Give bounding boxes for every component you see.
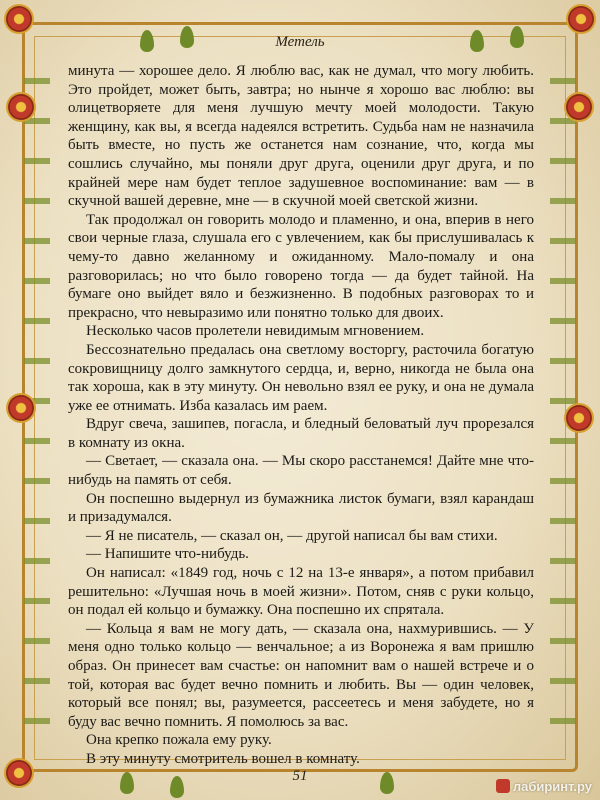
rosette-icon	[8, 94, 34, 120]
paragraph: Бессознательно предалась она светлому восторгу, расточила богатую сокровищницу долго замкнутого сердца, и, верно, никогда не была она так хороша, как в эту минуту. Он невольно взял ее руку, и она не думала уже ее отнимать. Изба казалась им раем.	[68, 341, 534, 414]
paragraph: — Я не писатель, — сказал он, — другой написал бы вам стихи.	[86, 527, 498, 544]
running-header: Метель	[275, 34, 325, 50]
body-text	[68, 62, 534, 769]
labirint-logo-icon	[496, 779, 510, 793]
paragraph: Так продолжал он говорить молодо и пламенно, и она, вперив в него свои черные глаза, слушала его с увлечением, как бы прислушивалась к чему-то давно желанному и ожиданному. Мало-помалу и она разговорилась; но что было говорено тогда — да будет тайной. На бумаге оно выйдет вяло и безжизненно. В подобных разговорах то и прекрасно, что невыразимо или понятно только для двоих.	[68, 211, 534, 321]
watermark	[496, 779, 592, 794]
paragraph: Она крепко пожала ему руку.	[86, 732, 272, 749]
paragraph: Несколько часов пролетели невидимым мгновением.	[86, 323, 425, 340]
rosette-icon	[6, 6, 32, 32]
paragraph: — Напишите что-нибудь.	[86, 546, 249, 563]
paragraph: Вдруг свеча, зашипев, погасла, и бледный беловатый луч прорезался в комнату из окна.	[68, 416, 534, 451]
paragraph: — Кольца я вам не могу дать, — сказала она, нахмурившись. — У меня одно только кольцо — венчальное; а из Воронежа я вам пришлю образ. Он принесет вам счастье: он напомнит вам о нашей встрече и о той, которая вас будет вечно помнить и любить. Вы — один человек, который все понял; вы, разумеется, рассеетесь и меня забудете, но я буду вас вечно помнить. Я помолюсь за вас.	[68, 620, 534, 730]
rosette-icon	[8, 395, 34, 421]
vine-right-icon	[550, 60, 576, 750]
paragraph: минута — хорошее дело. Я люблю вас, как не думал, что могу любить. Это пройдет, может быть, завтра; но нынче я хорошо вас люблю: вы олицетворяете для меня лучшую мечту моей молодости. Такую женщину, как вы, я всегда надеялся встретить. Судьба нам не назначила быть вместе, но пусть же останется нам сознание, что, когда мы сошлись случайно, мы поняли друг друга, оценили друг друга, и по крайней мере нам будет теплое задушевное воспоминание: вам — в скучной вашей деревне, мне — в скучной моей светской жизни.	[68, 63, 534, 210]
watermark-text: лабиринт.ру	[512, 779, 592, 794]
rosette-icon	[566, 94, 592, 120]
paragraph: Он поспешно выдернул из бумажника листок бумаги, взял карандаш и призадумался.	[68, 490, 534, 526]
paragraph: В эту минуту смотритель вошел в комнату.	[86, 750, 360, 767]
rosette-icon	[566, 405, 592, 431]
paragraph: Он написал: «1849 год, ночь с 12 на 13-е января», а потом прибавил решительно: «Лучшая ночь в моей жизни». Потом, сняв с руки кольцо, он подал ей кольцо и бумажку. Она поспешно их спрятала.	[68, 565, 534, 619]
paragraph: — Светает, — сказала она. — Мы скоро расстанемся! Дайте мне что-нибудь на память от себя.	[68, 453, 534, 489]
rosette-icon	[568, 6, 594, 32]
page-number: 51	[292, 768, 308, 784]
